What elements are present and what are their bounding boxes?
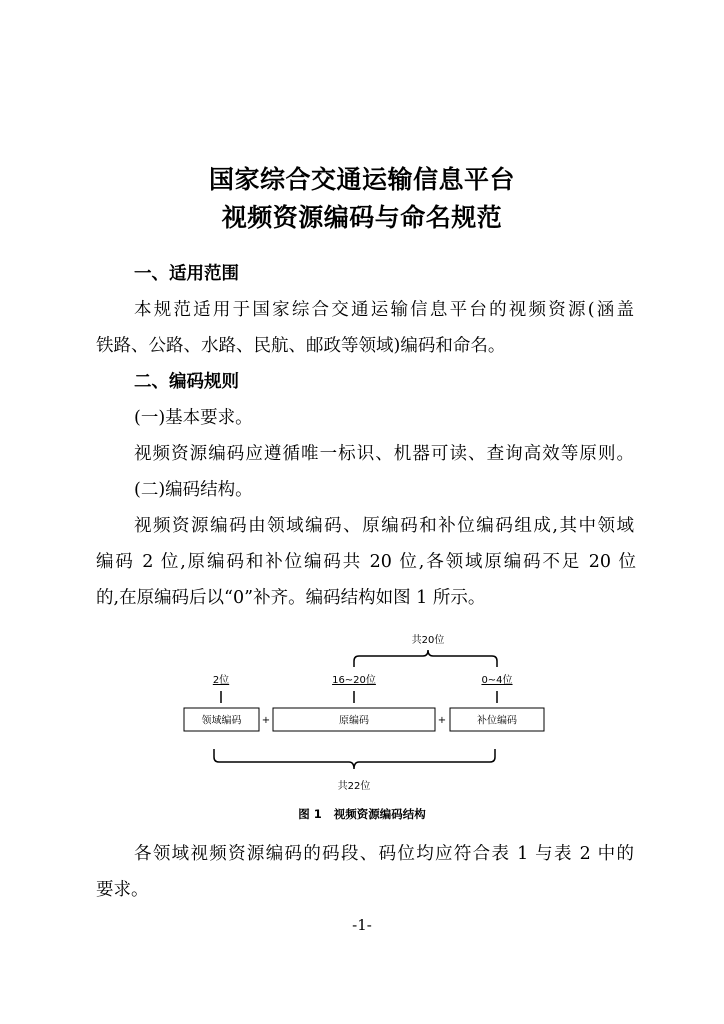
subsection1-heading: (一)基本要求。 [134, 408, 253, 428]
page-number: -1- [352, 916, 372, 934]
subsection1-text: 视频资源编码应遵循唯一标识、机器可读、查询高效等原则。 [134, 444, 634, 464]
plus-sign-2: + [437, 715, 447, 726]
section1-paragraph-line1: 本规范适用于国家综合交通运输信息平台的视频资源(涵盖 [134, 300, 634, 320]
domain-length-label: 2位 [212, 675, 230, 686]
figure-caption: 图 1 视频资源编码结构 [298, 807, 426, 821]
plus-sign-1: + [261, 715, 271, 726]
padding-length-label: 0~4位 [481, 675, 513, 686]
bottom-total-label: 共22位 [337, 781, 371, 792]
closing-paragraph-line1: 各领域视频资源编码的码段、码位均应符合表 1 与表 2 中的 [134, 844, 634, 864]
section1-heading: 一、适用范围 [134, 264, 239, 284]
domain-code-label: 领域编码 [201, 715, 242, 727]
top-brace [354, 650, 497, 667]
section2-paragraph-line1: 视频资源编码由领域编码、原编码和补位编码组成,其中领域 [134, 516, 634, 536]
document-title-line1: 国家综合交通运输信息平台 [208, 165, 515, 194]
original-code-label: 原编码 [339, 715, 369, 727]
closing-paragraph-line2: 要求。 [96, 880, 149, 900]
subsection2-heading: (二)编码结构。 [134, 480, 253, 500]
bottom-brace [214, 749, 495, 769]
padding-code-label: 补位编码 [477, 715, 517, 727]
section1-paragraph-line2: 铁路、公路、水路、民航、邮政等领域)编码和命名。 [96, 336, 506, 356]
section2-heading: 二、编码规则 [134, 372, 239, 392]
section2-paragraph-line3: 的,在原编码后以“0”补齐。编码结构如图 1 所示。 [96, 588, 486, 608]
original-length-label: 16~20位 [332, 675, 376, 686]
document-title-line2: 视频资源编码与命名规范 [221, 203, 503, 232]
top-total-label: 共20位 [411, 635, 445, 646]
section2-paragraph-line2: 编码 2 位,原编码和补位编码共 20 位,各领域原编码不足 20 位 [96, 552, 636, 572]
